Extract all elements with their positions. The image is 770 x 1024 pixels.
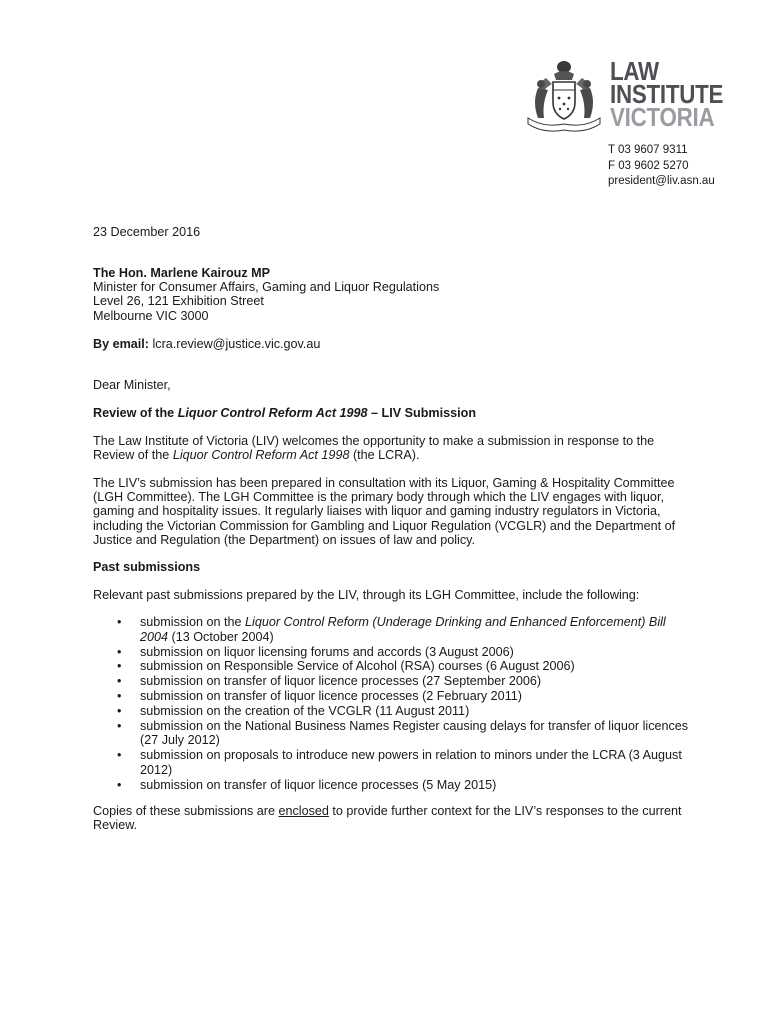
list-item — [93, 704, 693, 719]
recipient-title: Minister for Consumer Affairs, Gaming and Liquor Regulations — [93, 280, 440, 295]
address-line-2: Melbourne VIC 3000 — [93, 308, 209, 323]
letter-date: 23 December 2016 — [93, 225, 201, 239]
list-item-text: submission on the National Business Names Register causing delays for transfer of liquor licences (27 July 2012) — [140, 718, 689, 748]
para1-act: Liquor Control Reform Act 1998 — [172, 448, 350, 463]
subject-act: Liquor Control Reform Act 1998 — [177, 406, 368, 420]
paragraph-consultation: The LIV’s submission has been prepared in consultation with its Liquor, Gaming & Hospitality Committee (LGH Committee). The LGH Committee is the primary body through which the LIV engages with liquor, gaming and hospitality issues. It regularly liaises with liquor and gaming industry regulators in Victoria, including the Victorian Commission for Gambling and Liquor Regulation (VCGLR) and the Department of Justice and Regulation (the Department) on issues of law and policy. — [93, 476, 676, 547]
list-item-text: submission on the creation of the VCGLR (11 August 2011) — [140, 703, 470, 718]
past-submissions-heading: Past submissions — [93, 560, 201, 574]
by-email-line — [93, 337, 693, 351]
enclosed-link[interactable]: enclosed — [278, 804, 329, 818]
paragraph-intro — [93, 434, 693, 462]
past-submissions-intro: Relevant past submissions prepared by the LIV, through its LGH Committee, include the following: — [93, 588, 640, 602]
logo-line-victoria: VICTORIA — [610, 102, 715, 132]
bullet-icon: • — [117, 703, 122, 718]
by-email-value: lcra.review@justice.vic.gov.au — [149, 337, 321, 351]
bullet-icon: • — [117, 777, 122, 792]
list-item-text: submission on transfer of liquor licence processes (2 February 2011) — [140, 688, 522, 703]
list-item-text: submission on transfer of liquor licence processes (5 May 2015) — [140, 777, 497, 792]
salutation: Dear Minister, — [93, 378, 171, 392]
closing-text-b: to provide further context for the LIV’s responses to the current Review. — [93, 804, 682, 833]
bullet-icon: • — [117, 644, 122, 659]
list-item — [93, 748, 693, 778]
logo-line-institute: INSTITUTE — [610, 79, 724, 109]
address-line-1: Level 26, 121 Exhibition Street — [93, 294, 264, 309]
coat-of-arms-icon — [524, 58, 604, 136]
subject-line — [93, 406, 693, 420]
list-item-text: submission on proposals to introduce new powers in relation to minors under the LCRA (3 August 2012) — [140, 748, 682, 777]
fax-number: F 03 9602 5270 — [608, 159, 689, 172]
sub1-text-b: (13 October 2004) — [168, 629, 274, 644]
liv-logo — [524, 58, 734, 136]
contact-block — [608, 143, 715, 190]
list-item — [93, 778, 693, 793]
submissions-list — [93, 615, 693, 793]
para1-text-b: (the LCRA). — [349, 448, 420, 463]
list-item — [93, 674, 693, 689]
contact-email: president@liv.asn.au — [608, 175, 715, 187]
bullet-icon: • — [117, 688, 122, 703]
bullet-icon: • — [117, 748, 122, 763]
phone-number: T 03 9607 9311 — [608, 144, 688, 156]
subject-suffix: – LIV Submission — [367, 406, 477, 420]
list-item-text: submission on Responsible Service of Alcohol (RSA) courses (6 August 2006) — [140, 659, 575, 674]
list-item-text: submission on transfer of liquor licence processes (27 September 2006) — [140, 674, 542, 689]
list-item — [93, 645, 693, 660]
bullet-icon: • — [117, 615, 122, 629]
para1-text-a: The Law Institute of Victoria (LIV) welcomes the opportunity to make a submission in response to the Review of the — [93, 434, 655, 463]
bullet-icon: • — [117, 718, 122, 733]
recipient-block — [93, 266, 693, 323]
list-item-text: submission on liquor licensing forums and accords (3 August 2006) — [140, 644, 514, 659]
logo-wordmark — [610, 56, 742, 132]
closing-text-a: Copies of these submissions are — [93, 804, 279, 818]
recipient-name: The Hon. Marlene Kairouz MP — [93, 266, 271, 280]
bullet-icon: • — [117, 659, 122, 674]
logo-line-law: LAW — [610, 56, 659, 86]
list-item — [93, 659, 693, 674]
list-item — [93, 615, 693, 645]
by-email-label: By email: — [93, 337, 149, 351]
sub1-bill: Liquor Control Reform (Underage Drinking and Enhanced Enforcement) Bill 2004 — [140, 615, 666, 644]
bullet-icon: • — [117, 674, 122, 689]
subject-prefix: Review of the — [93, 406, 178, 420]
list-item — [93, 719, 693, 749]
list-item — [93, 689, 693, 704]
sub1-text-a: submission on the — [140, 615, 246, 629]
closing-paragraph — [93, 804, 693, 832]
